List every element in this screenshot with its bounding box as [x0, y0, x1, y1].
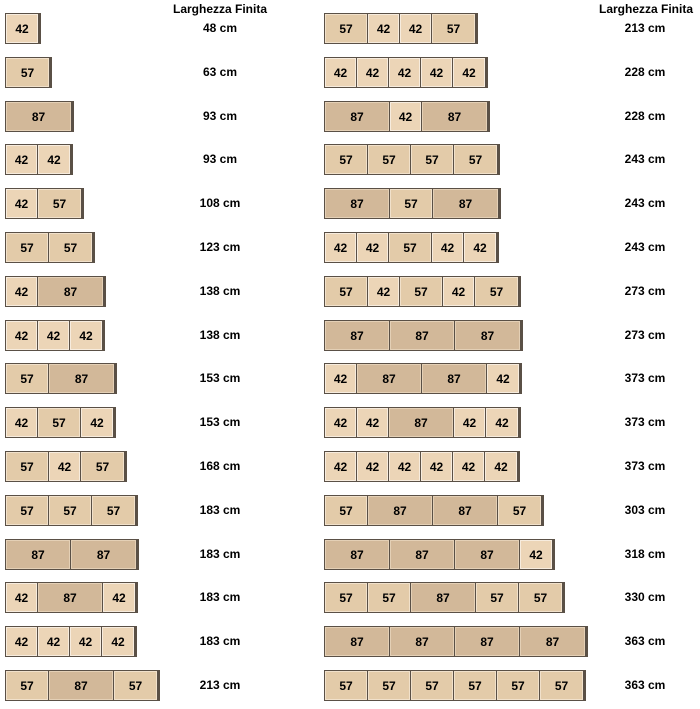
module-87: 87 — [390, 540, 455, 569]
module-42: 42 — [49, 452, 81, 481]
finished-width-label: 93 cm — [202, 109, 238, 123]
left-column-header: Larghezza Finita — [173, 2, 268, 16]
finished-width-label: 330 cm — [624, 590, 666, 604]
module-57: 57 — [6, 452, 49, 481]
module-87: 87 — [38, 277, 103, 306]
module-87: 87 — [6, 102, 71, 131]
finished-width-label: 273 cm — [624, 328, 666, 342]
module-87: 87 — [38, 583, 103, 612]
module-42: 42 — [486, 408, 518, 437]
module-42: 42 — [6, 627, 38, 656]
module-87: 87 — [368, 496, 433, 525]
module-57: 57 — [325, 496, 368, 525]
module-42: 42 — [38, 321, 70, 350]
module-57: 57 — [92, 496, 135, 525]
module-bar — [324, 188, 501, 219]
module-57: 57 — [325, 671, 368, 700]
module-42: 42 — [400, 14, 432, 43]
module-42: 42 — [70, 321, 102, 350]
module-42: 42 — [102, 627, 134, 656]
module-57: 57 — [6, 233, 49, 262]
module-57: 57 — [390, 189, 433, 218]
finished-width-label: 138 cm — [199, 284, 241, 298]
finished-width-label: 153 cm — [199, 371, 241, 385]
module-42: 42 — [325, 233, 357, 262]
module-57: 57 — [476, 583, 519, 612]
module-42: 42 — [38, 627, 70, 656]
module-57: 57 — [411, 145, 454, 174]
finished-width-label: 243 cm — [624, 152, 666, 166]
module-42: 42 — [389, 452, 421, 481]
module-42: 42 — [368, 277, 400, 306]
module-42: 42 — [390, 102, 422, 131]
module-57: 57 — [38, 189, 81, 218]
module-42: 42 — [325, 452, 357, 481]
finished-width-label: 373 cm — [624, 371, 666, 385]
finished-width-label: 123 cm — [199, 240, 241, 254]
module-57: 57 — [6, 364, 49, 393]
finished-width-label: 363 cm — [624, 634, 666, 648]
configuration-row — [0, 276, 700, 310]
module-42: 42 — [6, 14, 38, 43]
finished-width-label: 183 cm — [199, 634, 241, 648]
module-57: 57 — [519, 583, 562, 612]
module-bar — [324, 363, 522, 394]
module-42: 42 — [6, 189, 38, 218]
module-57: 57 — [325, 145, 368, 174]
module-57: 57 — [498, 496, 541, 525]
module-42: 42 — [325, 364, 357, 393]
finished-width-label: 273 cm — [624, 284, 666, 298]
module-87: 87 — [422, 364, 487, 393]
finished-width-label: 213 cm — [199, 678, 241, 692]
module-57: 57 — [454, 145, 497, 174]
module-87: 87 — [389, 408, 454, 437]
finished-width-label: 303 cm — [624, 503, 666, 517]
module-57: 57 — [38, 408, 81, 437]
module-bar — [324, 539, 555, 570]
module-57: 57 — [368, 145, 411, 174]
finished-width-label: 243 cm — [624, 240, 666, 254]
module-bar — [324, 320, 523, 351]
configuration-row — [0, 101, 700, 135]
module-87: 87 — [390, 627, 455, 656]
module-87: 87 — [325, 321, 390, 350]
module-57: 57 — [368, 671, 411, 700]
finished-width-label: 153 cm — [199, 415, 241, 429]
module-87: 87 — [455, 321, 520, 350]
module-42: 42 — [454, 408, 486, 437]
module-87: 87 — [390, 321, 455, 350]
module-bar — [324, 495, 544, 526]
module-87: 87 — [455, 627, 520, 656]
configuration-row — [0, 57, 700, 91]
module-87: 87 — [49, 364, 114, 393]
module-42: 42 — [389, 58, 421, 87]
configuration-row — [0, 582, 700, 616]
finished-width-label: 183 cm — [199, 547, 241, 561]
module-bar — [324, 232, 499, 263]
module-57: 57 — [325, 277, 368, 306]
configuration-row — [0, 451, 700, 485]
finished-width-label: 183 cm — [199, 503, 241, 517]
configuration-row — [0, 13, 700, 47]
module-42: 42 — [443, 277, 475, 306]
module-87: 87 — [325, 102, 390, 131]
module-42: 42 — [368, 14, 400, 43]
module-bar — [324, 276, 521, 307]
module-bar — [324, 13, 478, 44]
module-87: 87 — [422, 102, 487, 131]
module-42: 42 — [6, 583, 38, 612]
module-57: 57 — [114, 671, 157, 700]
module-bar — [324, 670, 586, 701]
module-bar — [324, 101, 490, 132]
module-87: 87 — [325, 627, 390, 656]
configuration-row — [0, 320, 700, 354]
finished-width-label: 318 cm — [624, 547, 666, 561]
module-87: 87 — [357, 364, 422, 393]
finished-width-label: 108 cm — [199, 196, 241, 210]
module-42: 42 — [357, 233, 389, 262]
module-42: 42 — [6, 321, 38, 350]
module-57: 57 — [325, 14, 368, 43]
module-42: 42 — [421, 452, 453, 481]
module-57: 57 — [411, 671, 454, 700]
module-42: 42 — [6, 408, 38, 437]
module-57: 57 — [475, 277, 518, 306]
module-57: 57 — [325, 583, 368, 612]
configuration-row — [0, 363, 700, 397]
module-bar — [324, 144, 500, 175]
module-42: 42 — [325, 408, 357, 437]
module-42: 42 — [520, 540, 552, 569]
module-57: 57 — [432, 14, 475, 43]
module-57: 57 — [6, 671, 49, 700]
module-bar — [324, 626, 588, 657]
configuration-row — [0, 144, 700, 178]
module-87: 87 — [455, 540, 520, 569]
module-42: 42 — [357, 58, 389, 87]
module-57: 57 — [497, 671, 540, 700]
module-42: 42 — [453, 58, 485, 87]
module-87: 87 — [520, 627, 585, 656]
module-42: 42 — [357, 408, 389, 437]
finished-width-label: 213 cm — [624, 21, 666, 35]
right-column-header: Larghezza Finita — [599, 2, 694, 16]
module-42: 42 — [70, 627, 102, 656]
module-42: 42 — [6, 277, 38, 306]
finished-width-label: 183 cm — [199, 590, 241, 604]
module-42: 42 — [453, 452, 485, 481]
module-57: 57 — [6, 496, 49, 525]
finished-width-label: 48 cm — [202, 21, 238, 35]
finished-width-label: 228 cm — [624, 109, 666, 123]
module-57: 57 — [49, 233, 92, 262]
module-87: 87 — [49, 671, 114, 700]
configuration-row — [0, 407, 700, 441]
configuration-row — [0, 188, 700, 222]
configuration-row — [0, 539, 700, 573]
module-57: 57 — [400, 277, 443, 306]
finished-width-label: 363 cm — [624, 678, 666, 692]
configuration-row — [0, 670, 700, 704]
module-57: 57 — [389, 233, 432, 262]
module-87: 87 — [71, 540, 136, 569]
module-bar — [324, 407, 521, 438]
configuration-row — [0, 495, 700, 529]
module-87: 87 — [6, 540, 71, 569]
finished-width-label: 168 cm — [199, 459, 241, 473]
finished-width-label: 93 cm — [202, 152, 238, 166]
module-42: 42 — [357, 452, 389, 481]
configuration-row — [0, 232, 700, 266]
finished-width-label: 373 cm — [624, 415, 666, 429]
module-57: 57 — [454, 671, 497, 700]
module-87: 87 — [325, 540, 390, 569]
module-57: 57 — [6, 58, 49, 87]
finished-width-label: 243 cm — [624, 196, 666, 210]
module-42: 42 — [487, 364, 519, 393]
module-bar — [324, 451, 520, 482]
module-87: 87 — [433, 496, 498, 525]
finished-width-label: 373 cm — [624, 459, 666, 473]
module-87: 87 — [325, 189, 390, 218]
module-42: 42 — [432, 233, 464, 262]
finished-width-label: 228 cm — [624, 65, 666, 79]
module-42: 42 — [325, 58, 357, 87]
module-42: 42 — [103, 583, 135, 612]
module-87: 87 — [433, 189, 498, 218]
finished-width-label: 138 cm — [199, 328, 241, 342]
module-42: 42 — [485, 452, 517, 481]
module-42: 42 — [464, 233, 496, 262]
module-bar — [324, 57, 488, 88]
module-57: 57 — [368, 583, 411, 612]
module-42: 42 — [6, 145, 38, 174]
configuration-row — [0, 626, 700, 660]
module-57: 57 — [81, 452, 124, 481]
module-57: 57 — [540, 671, 583, 700]
module-bar — [324, 582, 565, 613]
module-57: 57 — [49, 496, 92, 525]
module-42: 42 — [421, 58, 453, 87]
module-42: 42 — [81, 408, 113, 437]
finished-width-label: 63 cm — [202, 65, 238, 79]
module-87: 87 — [411, 583, 476, 612]
module-42: 42 — [38, 145, 70, 174]
